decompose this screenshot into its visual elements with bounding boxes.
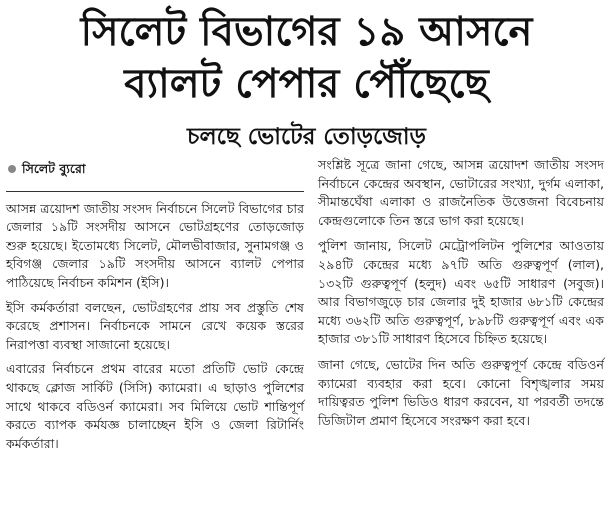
- byline: [8, 160, 304, 179]
- paragraph: জানা গেছে, ভোটের দিন অতি গুরুত্বপূর্ণ কেন্দ্রে বডিওর্ন ক্যামেরা ব্যবহার করা হবে। কোনো বিশৃঙ্খলার সময় দায়িত্বরত পুলিশ ভিডিও ধারণ করবেন, যা পরবর্তী তদন্তে ডিজিটাল প্রমাণ হিসেবে সংরক্ষণ করা হবে।: [318, 356, 604, 428]
- byline-divider: [6, 191, 304, 192]
- paragraph: ইসি কর্মকর্তারা বলছেন, ভোটগ্রহণের প্রায় সব প্রস্তুতি শেষ করেছে প্রশাসন। নির্বাচনকে সামনে রেখে কয়েক স্তরের নিরাপত্তা ব্যবস্থা সাজানো হয়েছে।: [6, 299, 304, 352]
- paragraph: পুলিশ জানায়, সিলেট মেট্রোপলিটন পুলিশের আওতায় ২৯৪টি কেন্দ্রের মধ্যে ৯৭টি অতি গুরুত্বপূর্ণ (লাল), ১৩২টি গুরুত্বপূর্ণ (হলুদ) এবং ৬৫টি সাধারণ (সবুজ)। আর বিভাগজুড়ে চার জেলার দুই হাজার ৬৮১টি কেন্দ্রের মধ্যে ৩৬২টি অতি গুরুত্বপূর্ণ, ৮৯৮টি গুরুত্বপূর্ণ এবং এক হাজার ৩৮১টি সাধারণ হিসেবে চিহ্নিত হয়েছে।: [318, 238, 604, 347]
- bullet-icon: [8, 165, 16, 173]
- headline: [0, 6, 613, 110]
- left-column: [6, 160, 304, 459]
- paragraph: আসন্ন ত্রয়োদশ জাতীয় সংসদ নির্বাচনে সিলেট বিভাগের চার জেলার ১৯টি সংসদীয় আসনে ভোটগ্রহণের তোড়জোড় শুরু হয়েছে। ইতোমধ্যে সিলেট, মৌলভীবাজার, সুনামগঞ্জ ও হবিগঞ্জ জেলার ১৯টি সংসদীয় আসনে ব্যালট পেপার পাঠিয়েছে নির্বাচন কমিশন (ইসি)।: [6, 200, 304, 290]
- headline-line-1: সিলেট বিভাগের ১৯ আসনে: [80, 9, 533, 55]
- right-column: [318, 156, 604, 437]
- paragraph: এবারের নির্বাচনে প্রথম বারের মতো প্রতিটি ভোট কেন্দ্রে থাকছে ক্লোজ সার্কিট (সিসি) ক্যামেরা। এ ছাড়াও পুলিশের সাথে থাকবে বডিওর্ন ক্যামেরা। সব মিলিয়ে ভোট শান্তিপূর্ণ করতে ব্যাপক কর্মযজ্ঞ চালাচ্ছেন ইসি ও জেলা রিটার্নিং কর্মকর্তারা।: [6, 361, 304, 451]
- byline-text: সিলেট ব্যুরো: [22, 161, 86, 176]
- subheadline: চলছে ভোটের তোড়জোড়: [187, 124, 426, 150]
- headline-line-2: ব্যালট পেপার পৌঁছেছে: [124, 61, 489, 107]
- paragraph: সংশ্লিষ্ট সূত্রে জানা গেছে, আসন্ন ত্রয়োদশ জাতীয় সংসদ নির্বাচনে কেন্দ্রের অবস্থান, ভোটারের সংখ্যা, দুর্গম এলাকা, সীমান্তঘেঁষা এলাকা ও রাজনৈতিক উত্তেজনা বিবেচনায় কেন্দ্রগুলোকে তিন স্তরে ভাগ করা হয়েছে।: [318, 157, 604, 228]
